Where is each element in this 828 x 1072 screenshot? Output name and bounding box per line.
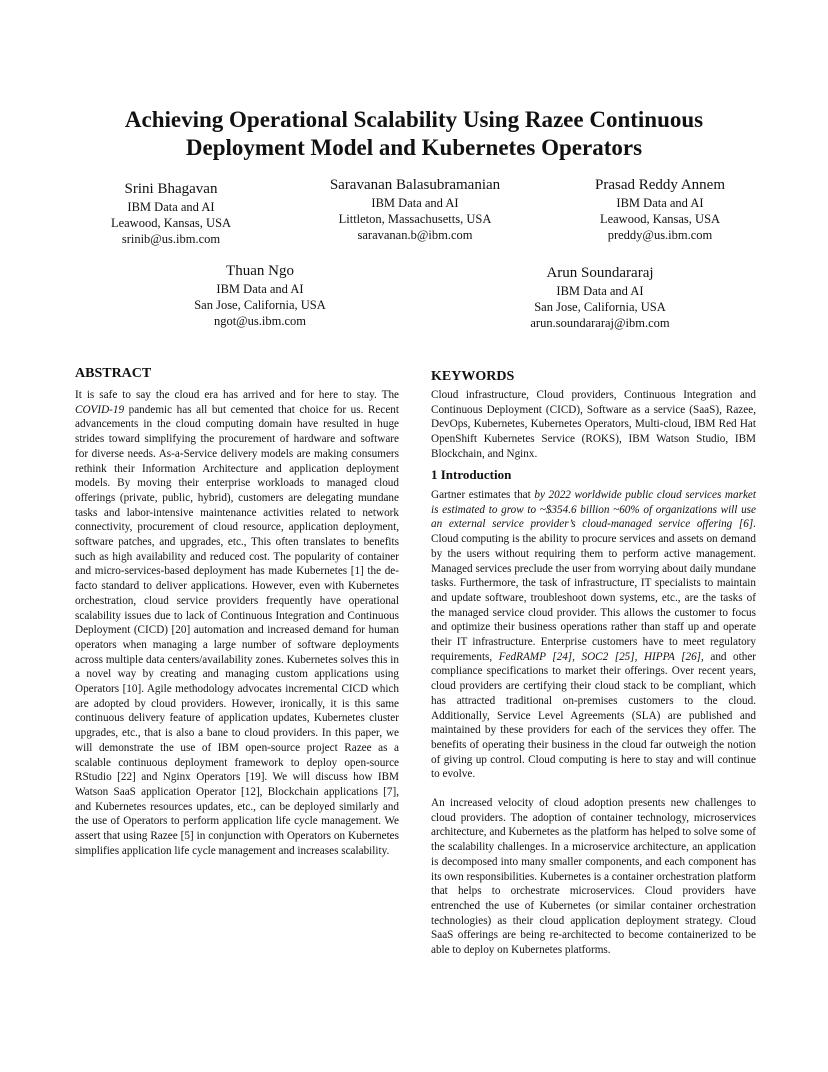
author-email: saravanan.b@ibm.com (357, 228, 473, 242)
keywords-text: Cloud infrastructure, Cloud providers, Continuous Integration and Continuous Deployment (CICD), Software as a service (SaaS), Razee, DevOps, Kubernetes, Kubernetes Operators, Multi-cloud, IBM Red Hat OpenShift Kubernetes Service (ROKS), IBM Watson Studio, IBM Blockchain, and Nginx. (431, 389, 756, 460)
title-line-1: Achieving Operational Scalability Using Razee Continuous (124, 107, 704, 132)
author-name: Saravanan Balasubramanian (329, 177, 501, 193)
author-block-2 (300, 176, 530, 243)
title-line-2: Deployment Model and Kubernetes Operators (185, 135, 643, 160)
author-email: arun.soundararaj@ibm.com (530, 316, 670, 330)
author-block-4 (180, 262, 340, 329)
author-location: Leawood, Kansas, USA (110, 216, 232, 230)
author-org: IBM Data and AI (371, 196, 459, 210)
author-block-5 (515, 264, 685, 331)
author-email: srinib@us.ibm.com (121, 232, 221, 246)
author-org: IBM Data and AI (127, 200, 215, 214)
author-block-1 (96, 180, 246, 247)
abstract-heading: ABSTRACT (75, 366, 152, 381)
abstract-text: It is safe to say the cloud era has arrived and for here to stay. The COVID-19 pandemic has all but cemented that choice for us. Recent advancements in the cloud computing domain have resulted in huge strides toward simplifying the procurement of hardware and software for diverse needs. As-a-Service delivery models are making consumers rethink their Information Architecture and application deployment models. By moving their enterprise workloads to managed cloud offerings (private, public, hybrid), customers are delegating mundane tasks and labor-intensive maintenance activities related to network connectivity, procurement of cloud resource, application deployment, software patches, and upgrades, etc., This often translates to benefits such as high availability and reduced cost. The popularity of container and micro-services-based deployment has made Kubernetes [1] the de-facto standard to deliver applications. However, even with Kubernetes orchestration, cloud service providers frequently have operational scalability issues due to lack of Continuous Integration and Continuous Deployment (CICD) [20] automation and increased demand for human operators when managing a large number of software deployments across multiple data centers/availability zones. Kubernetes solves this in a novel way by creating and managing custom applications using Operators [10]. Agile methodology advocates incremental CICD which are adopted by cloud providers. However, ironically, it is this same continuous delivery feature of application updates, Kubernetes cluster upgrades, etc., that is also a bane to cloud providers. In this paper, we will demonstrate the use of IBM open-source project Razee as a scalable continuous deployment framework to deploy open-source RStudio [22] and Nginx Operators [19]. We will discuss how IBM Watson SaaS application Operator [12], Blockchain applications [7], and Kubernetes resources updates, etc., can be deployed similarly and the use of Operators to perform application life cycle management. We assert that using Razee [5] in conjunction with Operators on Kubernetes simplifies application life cycle management and increases scalability. (75, 389, 399, 857)
author-org: IBM Data and AI (616, 196, 704, 210)
author-name: Thuan Ngo (226, 263, 294, 279)
author-email: preddy@us.ibm.com (607, 228, 713, 242)
author-org: IBM Data and AI (216, 282, 304, 296)
author-block-3 (575, 176, 745, 243)
paper-title (60, 106, 768, 162)
author-location: San Jose, California, USA (194, 298, 326, 312)
abstract-emphasis: COVID-19 (75, 403, 125, 416)
author-name: Srini Bhagavan (124, 181, 218, 197)
author-name: Prasad Reddy Annem (595, 177, 725, 193)
compliance-refs: FedRAMP [24], SOC2 [25], HIPPA [26], (498, 650, 704, 663)
introduction-paragraph-1: Gartner estimates that by 2022 worldwide public cloud services market is estimated to grow to ~$354.6 billion ~60% of organizations will use an external service provider’s cloud-managed service offering [6]. Cloud computing is the ability to procure services and assets on demand by the users without requiring them to perform active management. Managed services preclude the user from worrying about daily mundane tasks. Furthermore, the task of infrastructure, IT specialists to maintain and update software, troubleshoot down systems, etc., are the tasks of the managed service cloud provider. This allows the customer to focus and optimize their business operations rather than staff up and operate their IT infrastructure. Enterprise customers have to meet regulatory requirements, FedRAMP [24], SOC2 [25], HIPPA [26], and other compliance specifications to market their offerings. Over recent years, cloud providers are certifying their cloud stack to be compliant, which has attracted traditional on-premises customers to the cloud. Additionally, Service Level Agreements (SLA) are published and maintained by these providers for each of the services they offer. The benefits of operating their business in the cloud far outweigh the notion of giving up control. Cloud computing is here to stay and will continue to evolve. (431, 489, 757, 781)
author-email: ngot@us.ibm.com (213, 314, 307, 328)
introduction-heading: 1 Introduction (431, 467, 512, 482)
introduction-paragraph-2: An increased velocity of cloud adoption presents new challenges to cloud providers. The adoption of container technology, microservices architecture, and Kubernetes as the platform has helped to solve some of the scalability challenges. In a microservice architecture, an application is decomposed into many smaller components, and each component has its own responsibilities. Kubernetes is a container orchestration platform that helps to orchestrate microservices. Cloud providers have entrenched the use of Kubernetes (or similar container orchestration technologies) as their cloud application deployment strategy. Cloud SaaS offerings are being re-architected to become containerized to be able to deploy on Kubernetes platforms. (431, 797, 756, 957)
author-name: Arun Soundararaj (546, 265, 654, 281)
author-location: Leawood, Kansas, USA (599, 212, 721, 226)
gartner-quote: by 2022 worldwide public cloud services market is estimated to grow to ~$354.6 billion ~60% of organizations will use an external service provider’s cloud-managed service offering [6]. (431, 489, 757, 531)
author-location: Littleton, Massachusetts, USA (338, 212, 492, 226)
keywords-heading: KEYWORDS (431, 369, 515, 384)
author-org: IBM Data and AI (556, 284, 644, 298)
author-location: San Jose, California, USA (534, 300, 666, 314)
